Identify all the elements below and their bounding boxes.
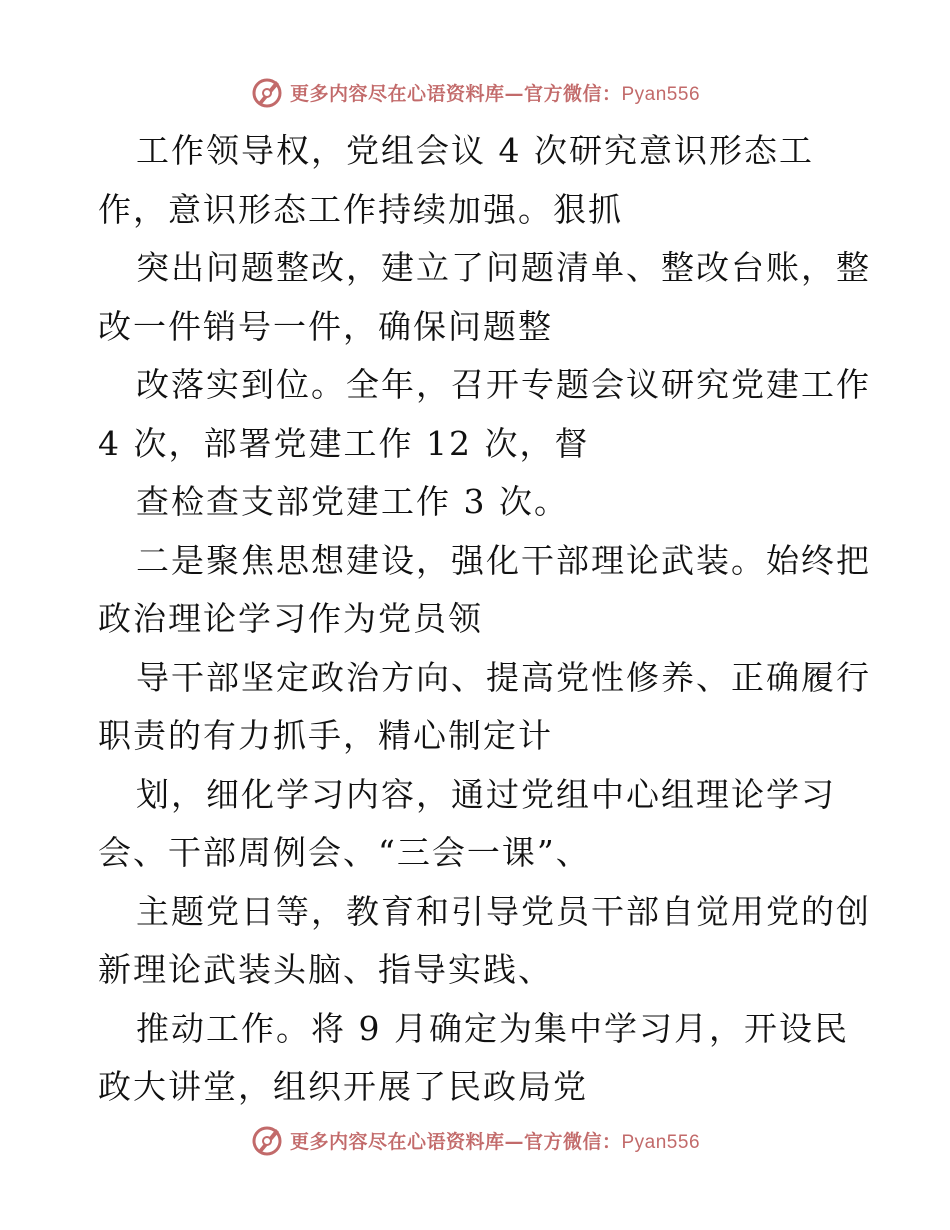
text-line: 改一件销号一件，确保问题整 (98, 306, 553, 346)
text-line: 突出问题整改，建立了问题清单、整改台账，整 (136, 248, 871, 287)
quill-circle-icon (250, 1123, 284, 1157)
watermark-text: 更多内容尽在心语资料库—官方微信：Pyan556 (289, 82, 701, 105)
quill-circle-icon (250, 75, 284, 109)
text-line: 4 次，部署党建工作 12 次，督 (98, 423, 590, 463)
document-body (98, 122, 871, 1117)
text-line: 工作领导权，党组会议 4 次研究意识形态工 (136, 131, 814, 170)
text-line: 二是聚焦思想建设，强化干部理论武装。始终把 (136, 540, 871, 580)
text-line: 政治理论学习作为党员领 (98, 599, 483, 638)
text-line: 会、干部周例会、“三会一课”、 (98, 833, 591, 872)
text-line: 查检查支部党建工作 3 次。 (136, 482, 569, 521)
header-watermark (0, 72, 950, 112)
text-line: 推动工作。将 9 月确定为集中学习月，开设民 (136, 1008, 849, 1048)
watermark-text: 更多内容尽在心语资料库—官方微信：Pyan556 (289, 1130, 701, 1153)
text-line: 改落实到位。全年，召开专题会议研究党建工作 (136, 365, 871, 404)
text-line: 主题党日等，教育和引导党员干部自觉用党的创 (136, 891, 871, 931)
text-line: 作，意识形态工作持续加强。狠抓 (98, 189, 623, 229)
text-line: 划，细化学习内容，通过党组中心组理论学习 (136, 774, 836, 814)
text-line: 政大讲堂，组织开展了民政局党 (98, 1067, 588, 1106)
footer-watermark (0, 1120, 950, 1160)
text-line: 新理论武装头脑、指导实践、 (98, 950, 553, 989)
text-line: 导干部坚定政治方向、提高党性修养、正确履行 (136, 657, 871, 697)
text-line: 职责的有力抓手，精心制定计 (98, 716, 553, 755)
